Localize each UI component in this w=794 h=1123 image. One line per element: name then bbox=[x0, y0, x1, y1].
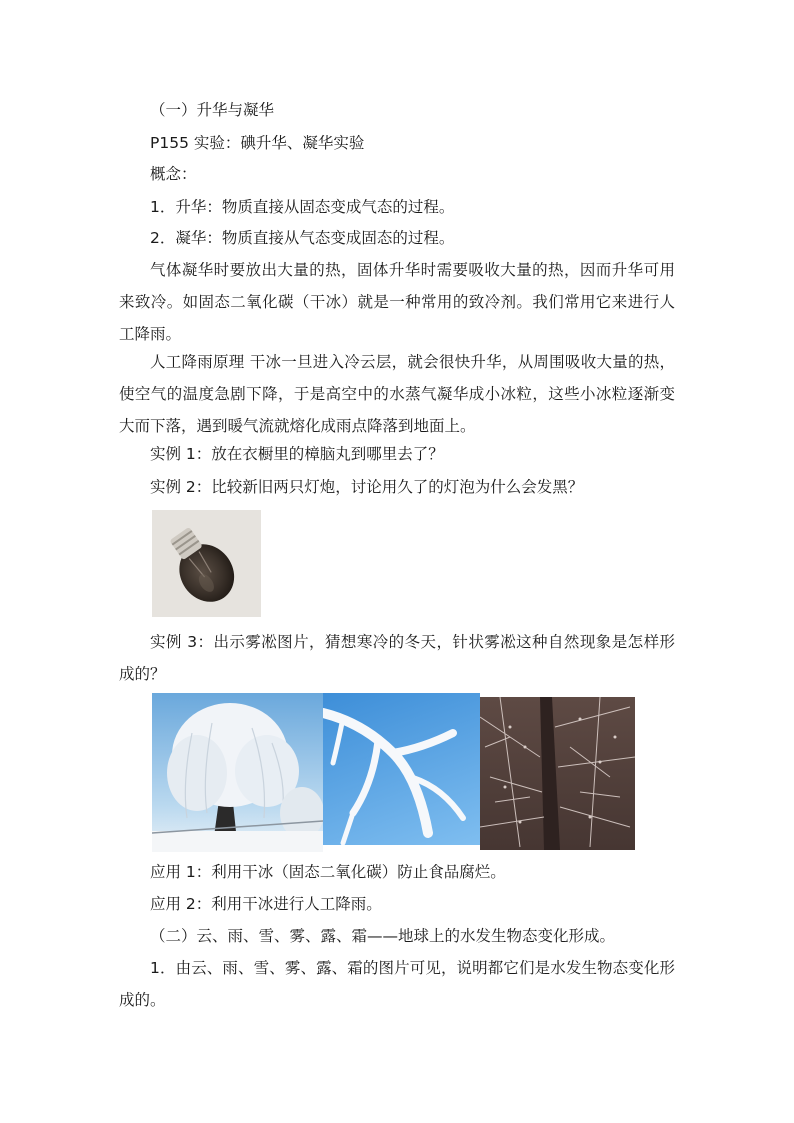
example-3: 实例 3：出示雾凇图片，猜想寒冷的冬天，针状雾凇这种自然现象是怎样形成的？ bbox=[119, 633, 675, 683]
paragraph-artificial-rain: 人工降雨原理 干冰一旦进入冷云层，就会很快升华，从周围吸收大量的热，使空气的温度急剧下降，于是高空中的水蒸气凝华成小冰粒，这些小冰粒逐渐变大而下落，遇到暖气流就熔化成雨点降落到地面上。 bbox=[119, 353, 675, 435]
example-2: 实例 2：比较新旧两只灯炮，讨论用久了的灯泡为什么会发黑？ bbox=[150, 478, 584, 496]
experiment-line: P155 实验：碘升华、凝华实验 bbox=[150, 134, 365, 152]
section2-title: （二）云、雨、雪、雾、露、霜——地球上的水发生物态变化形成。 bbox=[150, 927, 616, 945]
application-1: 应用 1：利用干冰（固态二氧化碳）防止食品腐烂。 bbox=[150, 863, 506, 881]
section1-title: （一）升华与凝华 bbox=[150, 101, 275, 119]
rime-willow-tree-image bbox=[152, 693, 323, 852]
rime-frost-trees-image bbox=[480, 697, 635, 850]
paragraph-heat: 气体凝华时要放出大量的热，固体升华时需要吸收大量的热，因而升华可用来致冷。如固态二氧化碳（干冰）就是一种常用的致冷剂。我们常用它来进行人工降雨。 bbox=[119, 261, 675, 343]
concept-label: 概念： bbox=[150, 165, 197, 183]
definition-sublimation: 1．升华：物质直接从固态变成气态的过程。 bbox=[150, 198, 455, 216]
rime-branches-blue-sky-image bbox=[323, 693, 480, 845]
definition-deposition: 2．凝华：物质直接从气态变成固态的过程。 bbox=[150, 229, 455, 247]
point-1: 1．由云、雨、雪、雾、露、霜的图片可见，说明都它们是水发生物态变化形成的。 bbox=[119, 959, 675, 1009]
example-1: 实例 1：放在衣橱里的樟脑丸到哪里去了？ bbox=[150, 445, 444, 463]
old-light-bulb-image bbox=[152, 510, 261, 617]
application-2: 应用 2：利用干冰进行人工降雨。 bbox=[150, 895, 382, 913]
